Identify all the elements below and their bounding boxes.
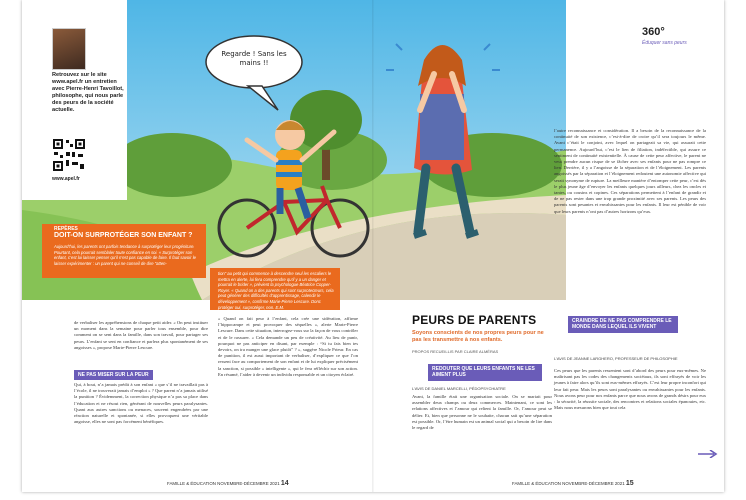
column-1b-text: Qui, à bout, n’a jamais prédit à son enfant « que s’il ne travaillait pas à l’école, il ne trouverait jamais d’emploi » ? Que parent n’a jamais utilisé la punition ? Évidemment, la correction physique n’a pas sa place dans l’éducation et ne résout rien, générant de nouvelles peurs paralysantes. Quant aux autres sanctions ou menaces, souvent engendrées par une réaction naturelle et spontanée, si elles provoquent une véritable angoisse, elles ne sont pas forcément bénéfiques. bbox=[74, 382, 208, 425]
continue-arrow-icon bbox=[698, 450, 718, 458]
column-mid-text: Avant, la famille était une organisation sociale. On se mariait pour assembler deux champs ou deux commerces. Maintenant, ce sont les relations affectives et l’amour qui relient la famille. Or, l’amour peut se délier. Et, bien que personne ne le souhaite, chacun sait qu’une séparation est possible. Or, l’être humain est un animal social qui a besoin de lire dans le regard de bbox=[412, 394, 552, 431]
page-gutter bbox=[372, 0, 374, 492]
expert-credit-larghero: L’AVIS DE JEANNE LARGHERO, PROFESSEUR DE PHILOSOPHIE bbox=[554, 356, 678, 361]
footer-left-text: FAMILLE & ÉDUCATION NOVEMBRE-DÉCEMBRE 2021 bbox=[167, 481, 280, 486]
footer-right bbox=[512, 480, 634, 487]
subheading-ne-pas-miser: NE PAS MISER SUR LA PEUR bbox=[74, 370, 153, 380]
article-byline: PROPOS RECUEILLIS PAR CLAIRE ALMÉRAS bbox=[412, 349, 499, 354]
section-title: 360° bbox=[642, 26, 665, 38]
footer-right-text: FAMILLE & ÉDUCATION NOVEMBRE-DÉCEMBRE 2021 bbox=[512, 481, 625, 486]
qr-url: www.apel.fr bbox=[52, 176, 80, 182]
page-number-left: 14 bbox=[280, 480, 289, 487]
article-column-mid bbox=[412, 394, 552, 431]
subheading-redouter: REDOUTER QUE LEURS ENFANTS NE LES AIMENT PLUS bbox=[428, 364, 542, 381]
article-column-3 bbox=[554, 128, 706, 215]
article-standfirst: Soyons conscients de nos propres peurs pour ne pas les transmettre à nos enfants. bbox=[412, 330, 544, 343]
magazine-spread bbox=[22, 0, 724, 492]
article-column-2 bbox=[218, 316, 358, 378]
reperes-tag: REPÈRES bbox=[54, 226, 78, 232]
column-4-text: Ces peurs que les parents ressentent sont d’abord des peurs pour eux-mêmes. Ne maîtrisant pas les codes des changements sociétaux, ils sont effrayés de voir les jeunes à faire alors qu’ils sont eux-mêmes effrayés. C’est leur propre inconfort qui leur fait peur. Mais les peurs sont paralysantes ou envahissantes pour les enfants. Nous avons peur pour nos enfants parce que nous avons de grands désirs pour eux : la sécurité, la réussite sociale, des rencontres et relations sociales épanouies, etc. Mais nous mesurons bien que tout cela bbox=[554, 368, 706, 411]
article-column-4 bbox=[554, 368, 706, 411]
article-column-1b bbox=[74, 382, 208, 425]
sidebar-text: Retrouvez sur le site www.apel.fr un entretien avec Pierre-Henri Tavoillot, philosophe, qui nous parle des peurs de la société actuelle. bbox=[52, 72, 124, 113]
page-number-right: 15 bbox=[625, 480, 634, 487]
author-photo bbox=[52, 28, 86, 70]
reperes-body: Aujourd’hui, les parents ont parfois tendance à surprotéger leur progéniture. Pourtant, cela pourrait semblaler toute confiance en soi. « Surprotéger son enfant, c’est lui laisser penser qu’il n’est pas capable de faire. Il faut savoir le laisser expérimenter : un parent qui ne conseil de dire “atten- bbox=[54, 244, 196, 266]
column-2-text: « Quand on fait peur à l’enfant, cela crée une sidération, affirme l’hippocampe et peut provoquer des séquelles », alerte Marie-Pierre Lescure. Dans cette situation, interrogez-vous sur la façon de vous contrôler et de le rassurer. « Cela demande un peu de créativité. Au lieu de punir, pourquoi ne pas anticiper en disant, par exemple : “Si tu fais bien tes devoirs, on ira manger une glace plutôt” ? », suggère Nicole Prieur. En cas de punition, il est aussi important de verbaliser, d’expliquer ce que l’on ressent face au comportement de son enfant et de lui expliquer précisément la sanction, si possible « intelligente », qui le fera réfléchir sur son action. En résumé, l’aider à devenir un individu responsable et un citoyen éclairé. bbox=[218, 316, 358, 377]
section-subtitle: Éduquer sans peurs bbox=[642, 40, 687, 46]
expert-credit-marcelli: L’AVIS DE DANIEL MARCELLI, PÉDOPSYCHIATRE bbox=[412, 386, 506, 391]
reperes-body-continued: tion” au petit qui commence à descendre seul les escaliers le mettra en alerte, lui fera comprendre qu’il y a un danger et pourrait le brider », prévient la psychologue Béatrice Copper-Royer. « Quand on a des parents qui sont surprotecteurs, cela peut générer des difficultés d’apprentissage, calendir le développement », confirme Marie-Pierre Lescure. Donc protéger oui, surprotéger, non. E.M. bbox=[218, 271, 334, 310]
column-1-intro: de verbaliser les appréhensions de chaque petit aider. « On peut instituer un moment dans la semaine pour parler tous ensemble, pour dire comment on se sent dans la famille, dans son travail, pour partager ses peurs. L’enfant se sent en confiance et parlera plus spontanément de ses angoisses », propose Marie-Pierre Lescure. bbox=[74, 320, 208, 350]
reperes-title: DOIT-ON SURPROTÉGER SON ENFANT ? bbox=[54, 232, 193, 239]
qr-code-icon bbox=[52, 138, 86, 172]
article-headline: PEURS DE PARENTS bbox=[412, 313, 537, 327]
footer-left bbox=[167, 480, 289, 487]
subheading-craindre: CRAINDRE DE NE PAS COMPRENDRE LE MONDE DANS LEQUEL ILS VIVENT bbox=[568, 316, 678, 333]
article-column-1 bbox=[74, 320, 208, 351]
column-3-text: l’autre reconnaissance et considération. Il a besoin de la reconnaissance de la continuité de son existence, c’est-à-dire de croire qu’il sera toujours le même. Avant c’était le conjoint, avec lequel on partageait sa vie, qui assurait cette permanence. Aujourd’hui, c’est le lien de filiation, indéfectible, qui assure ce sentiment de continuité existentielle. À cause de cette peur affective, le parent ne veut prendre aucun risque de se fâcher avec ses enfants pour ne pas rompre ce lien. Derrière, il y a l’angoisse de la séparation et de l’éloignement. Les parents angoissés par la séparation et l’éloignement redoutent une autonomie affective qui serait synonyme de rupture. La meilleure manière d’entomper cette peur, c’est dès le plus jeune âge d’envoyer les enfants quelques jours ailleurs, chez les oncles et tantes, ou cousins et copines. Ces séparations permettent à l’enfant de grandir et de ne pas rester dans une trop grande proximité avec ses parents. Les peurs des parents sont pesantes et envahissantes pour les enfants. Il leur est pénible de voir que leurs parents n’ont pas d’autres horizons qu’eux. bbox=[554, 128, 706, 214]
speech-bubble-text: Regarde ! Sans les mains !! bbox=[221, 50, 287, 67]
